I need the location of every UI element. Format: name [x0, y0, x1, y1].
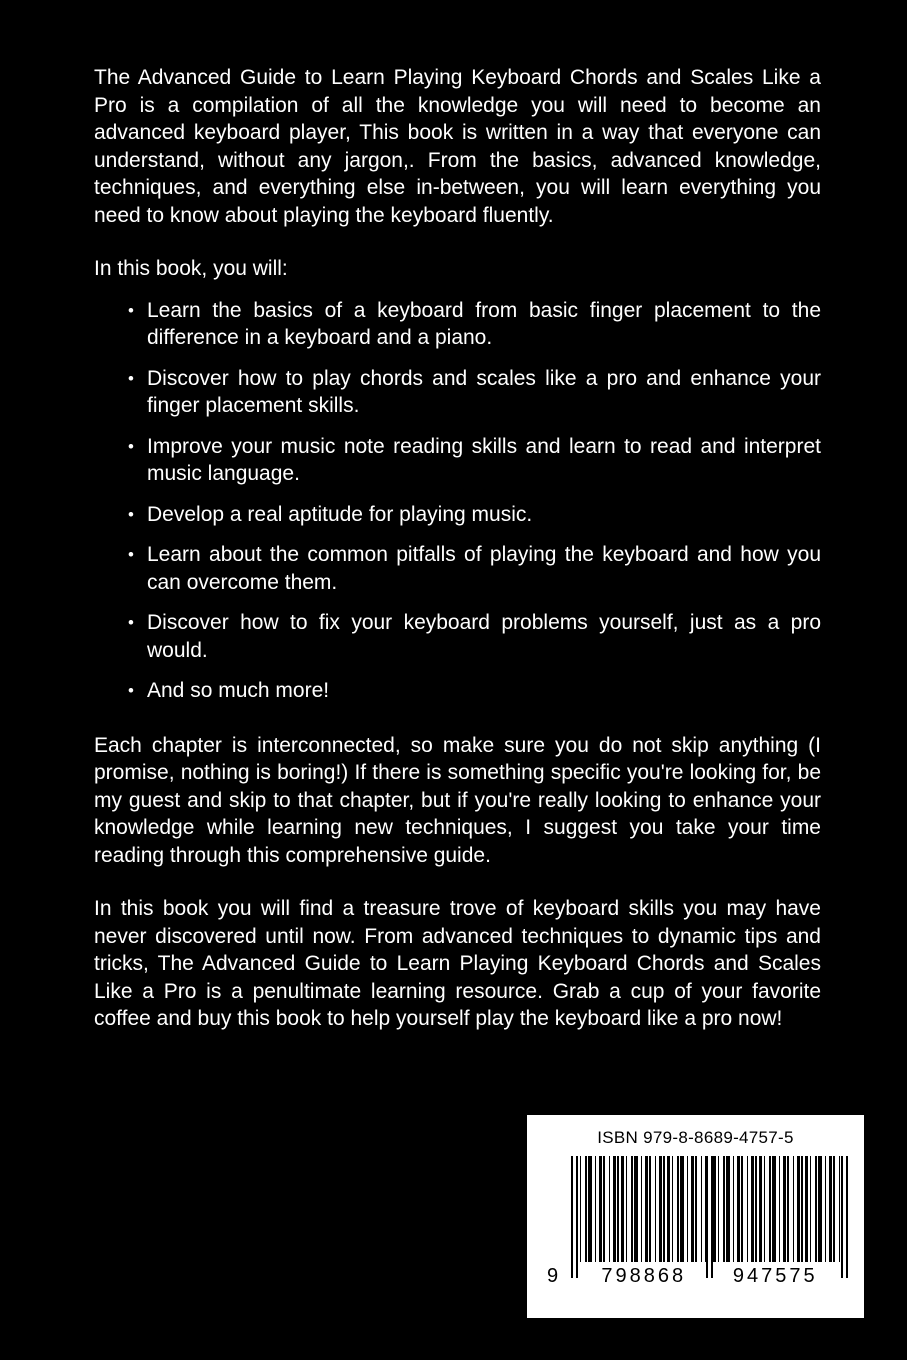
barcode	[527, 1156, 864, 1306]
bullet-item: • Discover how to play chords and scales like a pro and enhance your finger placement skills.	[128, 365, 821, 420]
barcode-guard-left	[571, 1156, 578, 1278]
barcode-guard-right	[841, 1156, 848, 1278]
isbn-barcode-block	[527, 1115, 864, 1318]
bullet-item: • Learn about the common pitfalls of playing the keyboard and how you can overcome them.	[128, 541, 821, 596]
barcode-digits	[527, 1262, 864, 1290]
bullet-item: • Learn the basics of a keyboard from basic finger placement to the difference in a keyboard and a piano.	[128, 297, 821, 352]
barcode-digit-group2: 947575	[732, 1264, 818, 1287]
closing-paragraph: In this book you will find a treasure trove of keyboard skills you may have never discovered until now. From advanced techniques to dynamic tips and tricks, The Advanced Guide to Learn Playing Keyboard Chords and Scales Like a Pro is a penultimate learning resource. Grab a cup of your favorite coffee and buy this book to help yourself play the keyboard like a pro now!	[94, 897, 821, 1030]
list-intro: In this book, you will:	[94, 257, 288, 280]
barcode-digit-lead: 9	[547, 1265, 559, 1287]
bullet-item: • Develop a real aptitude for playing music.	[128, 501, 821, 529]
feature-list	[128, 297, 821, 705]
bullet-item: • Improve your music note reading skills and learn to read and interpret music language.	[128, 433, 821, 488]
barcode-guard-center	[706, 1156, 713, 1278]
barcode-digit-group1: 798868	[601, 1264, 687, 1287]
bullet-item: • And so much more!	[128, 677, 821, 705]
chapters-paragraph: Each chapter is interconnected, so make sure you do not skip anything (I promise, nothing is boring!) If there is something specific you're looking for, be my guest and skip to that chapter, but if you're really looking to enhance your knowledge while learning new techniques, I suggest you take your time reading through this comprehensive guide.	[94, 733, 821, 867]
isbn-text: ISBN 979-8-8689-4757-5	[597, 1128, 794, 1147]
intro-paragraph: The Advanced Guide to Learn Playing Keyboard Chords and Scales Like a Pro is a compilation of all the knowledge you will need to become an advanced keyboard player, This book is written in a way that everyone can understand, without any jargon,. From the basics, advanced knowledge, techniques, and everything else in-between, you will learn everything you need to know about playing the keyboard fluently.	[94, 66, 821, 227]
bullet-item: • Discover how to fix your keyboard problems yourself, just as a pro would.	[128, 609, 821, 664]
cover-text	[94, 64, 821, 1059]
